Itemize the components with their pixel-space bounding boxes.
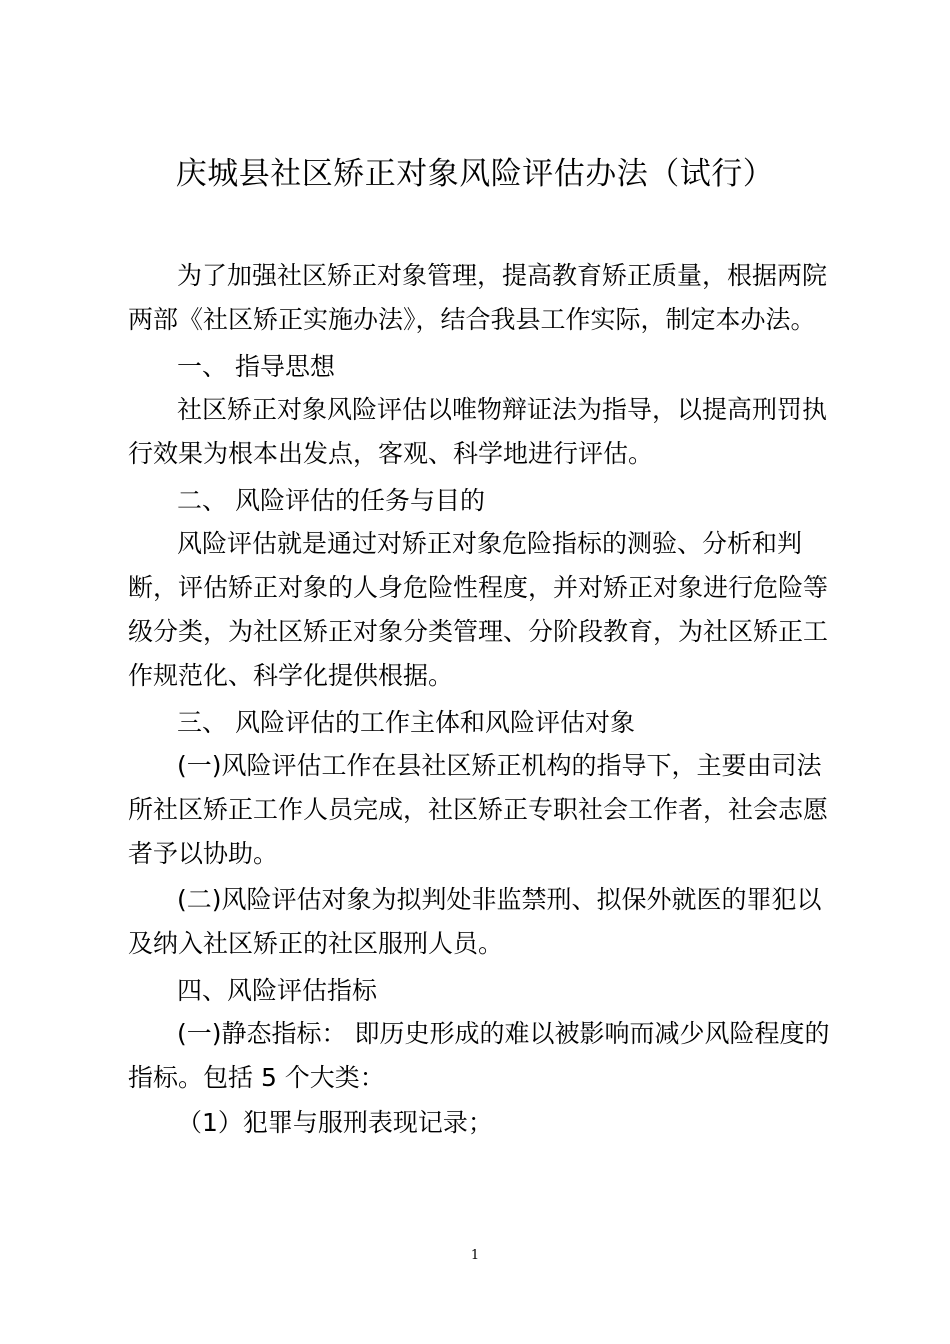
paragraph-4a-line-2: 指标。包括 5 个大类：	[128, 1063, 385, 1092]
document-title: 庆城县社区矫正对象风险评估办法（试行）	[175, 156, 775, 192]
section-heading-1: 一、 指导思想	[177, 352, 335, 381]
paragraph-3b-line-2: 及纳入社区矫正的社区服刑人员。	[128, 929, 504, 958]
paragraph-4a-line-1: (一)静态指标： 即历史形成的难以被影响而减少风险程度的	[177, 1019, 830, 1048]
paragraph-1-line-2: 行效果为根本出发点，客观、科学地进行评估。	[128, 439, 654, 468]
page-number: 1	[470, 1248, 480, 1263]
paragraph-2-line-3: 级分类，为社区矫正对象分类管理、分阶段教育，为社区矫正工	[128, 617, 829, 646]
section-heading-4: 四、风险评估指标	[177, 976, 378, 1005]
paragraph-intro-line-2: 两部《社区矫正实施办法》，结合我县工作实际，制定本办法。	[128, 305, 816, 334]
section-heading-3: 三、 风险评估的工作主体和风险评估对象	[177, 708, 635, 737]
paragraph-3a-line-3: 者予以协助。	[128, 839, 279, 868]
paragraph-2-line-2: 断，评估矫正对象的人身危险性程度，并对矫正对象进行危险等	[128, 573, 829, 602]
paragraph-2-line-1: 风险评估就是通过对矫正对象危险指标的测验、分析和判	[177, 529, 803, 558]
paragraph-3b-line-1: (二)风险评估对象为拟判处非监禁刑、拟保外就医的罪犯以	[177, 885, 822, 914]
list-item-1: （1）犯罪与服刑表现记录；	[177, 1108, 493, 1137]
paragraph-2-line-4: 作规范化、科学化提供根据。	[128, 661, 454, 690]
paragraph-3a-line-2: 所社区矫正工作人员完成，社区矫正专职社会工作者，社会志愿	[128, 795, 829, 824]
paragraph-intro-line-1: 为了加强社区矫正对象管理，提高教育矫正质量，根据两院	[177, 261, 828, 290]
paragraph-1-line-1: 社区矫正对象风险评估以唯物辩证法为指导，以提高刑罚执	[177, 395, 828, 424]
paragraph-3a-line-1: (一)风险评估工作在县社区矫正机构的指导下，主要由司法	[177, 751, 822, 780]
section-heading-2: 二、 风险评估的任务与目的	[177, 486, 485, 515]
